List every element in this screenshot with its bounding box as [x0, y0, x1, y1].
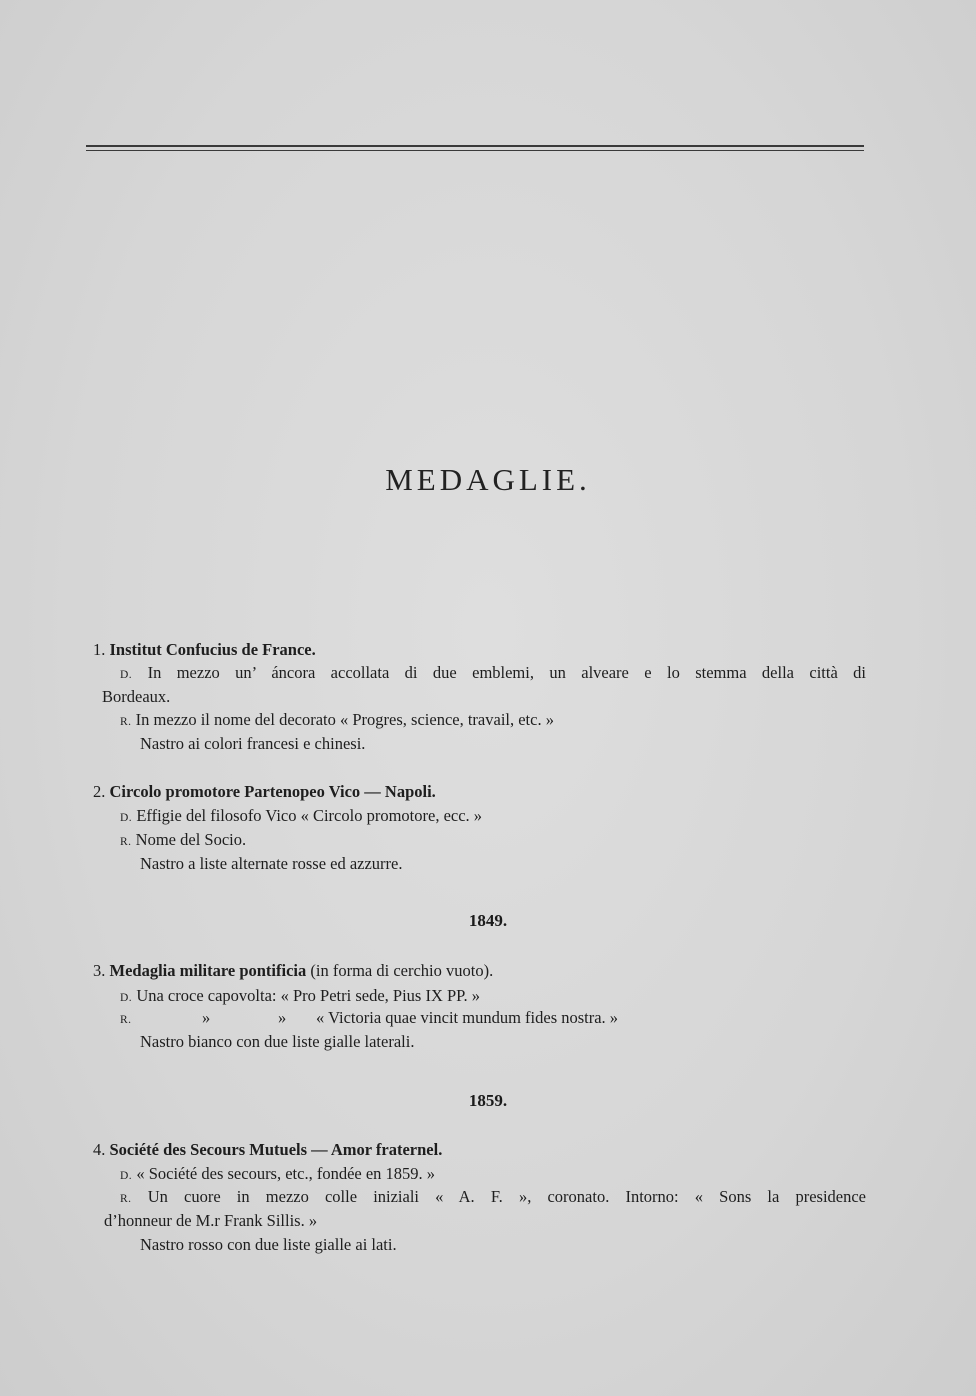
entry-name: Société des Secours Mutuels — Amor fraternel.	[109, 1140, 443, 1159]
year-heading-1859: 1859.	[468, 1091, 508, 1110]
entry-3-ribbon: Nastro bianco con due liste gialle laterali.	[140, 1032, 415, 1051]
obverse-text: « Société des secours, etc., fondée en 1859. »	[136, 1164, 436, 1183]
obverse-text: Effigie del filosofo Vico « Circolo promotore, ecc. »	[136, 806, 483, 825]
entry-number: 3.	[93, 961, 106, 980]
entry-1-heading	[93, 640, 316, 660]
header-rule-thin	[86, 150, 864, 151]
entry-2-ribbon: Nastro a liste alternate rosse ed azzurre.	[140, 854, 403, 873]
entry-name: Circolo promotore Partenopeo Vico — Napoli.	[109, 782, 436, 801]
entry-name-suffix: (in forma di cerchio vuoto).	[310, 961, 494, 980]
entry-name: Institut Confucius de France.	[109, 640, 316, 659]
reverse-text: Nome del Socio.	[135, 830, 247, 849]
entry-4-reverse	[120, 1187, 866, 1209]
entry-1-obverse	[120, 663, 866, 685]
entry-3-heading	[93, 961, 493, 981]
entry-2-heading	[93, 782, 436, 802]
entry-2-obverse	[120, 806, 482, 828]
entry-4-reverse-cont: d’honneur de M.r Frank Sillis. »	[104, 1211, 318, 1230]
entry-name: Medaglia militare pontificia	[109, 961, 307, 980]
reverse-label: R.	[120, 1014, 132, 1026]
reverse-text: Un cuore in mezzo colle iniziali « A. F. », coronato. Intorno: « Sons la presidence	[147, 1187, 867, 1206]
page-title: MEDAGLIE.	[385, 462, 591, 497]
entry-3-reverse	[120, 1008, 820, 1030]
reverse-text: « Victoria quae vincit mundum fides nostra. »	[316, 1008, 619, 1027]
obverse-label: D.	[120, 669, 133, 681]
obverse-text: In mezzo un’ áncora accollata di due emblemi, un alveare e lo stemma della città di	[147, 663, 866, 682]
entry-1-ribbon: Nastro ai colori francesi e chinesi.	[140, 734, 366, 753]
obverse-text: Una croce capovolta: « Pro Petri sede, Pius IX PP. »	[136, 986, 481, 1005]
entry-1-obverse-cont: Bordeaux.	[102, 687, 171, 706]
entry-number: 1.	[93, 640, 106, 659]
obverse-label: D.	[120, 1170, 133, 1182]
reverse-label: R.	[120, 836, 132, 848]
reverse-label: R.	[120, 1193, 132, 1205]
reverse-text: In mezzo il nome del decorato « Progres, science, travail, etc. »	[135, 710, 554, 729]
entry-3-obverse	[120, 986, 480, 1008]
ditto-mark: »	[278, 1008, 287, 1027]
entry-number: 2.	[93, 782, 106, 801]
entry-4-ribbon: Nastro rosso con due liste gialle ai lati.	[140, 1235, 397, 1254]
obverse-label: D.	[120, 812, 133, 824]
obverse-label: D.	[120, 992, 133, 1004]
entry-number: 4.	[93, 1140, 106, 1159]
reverse-label: R.	[120, 716, 132, 728]
ditto-mark: »	[202, 1008, 211, 1027]
entry-4-heading	[93, 1140, 442, 1160]
entry-2-reverse	[120, 830, 246, 852]
entry-1-reverse	[120, 710, 554, 732]
entry-4-obverse	[120, 1164, 435, 1186]
header-rule	[86, 145, 864, 147]
year-heading-1849: 1849.	[468, 911, 508, 930]
